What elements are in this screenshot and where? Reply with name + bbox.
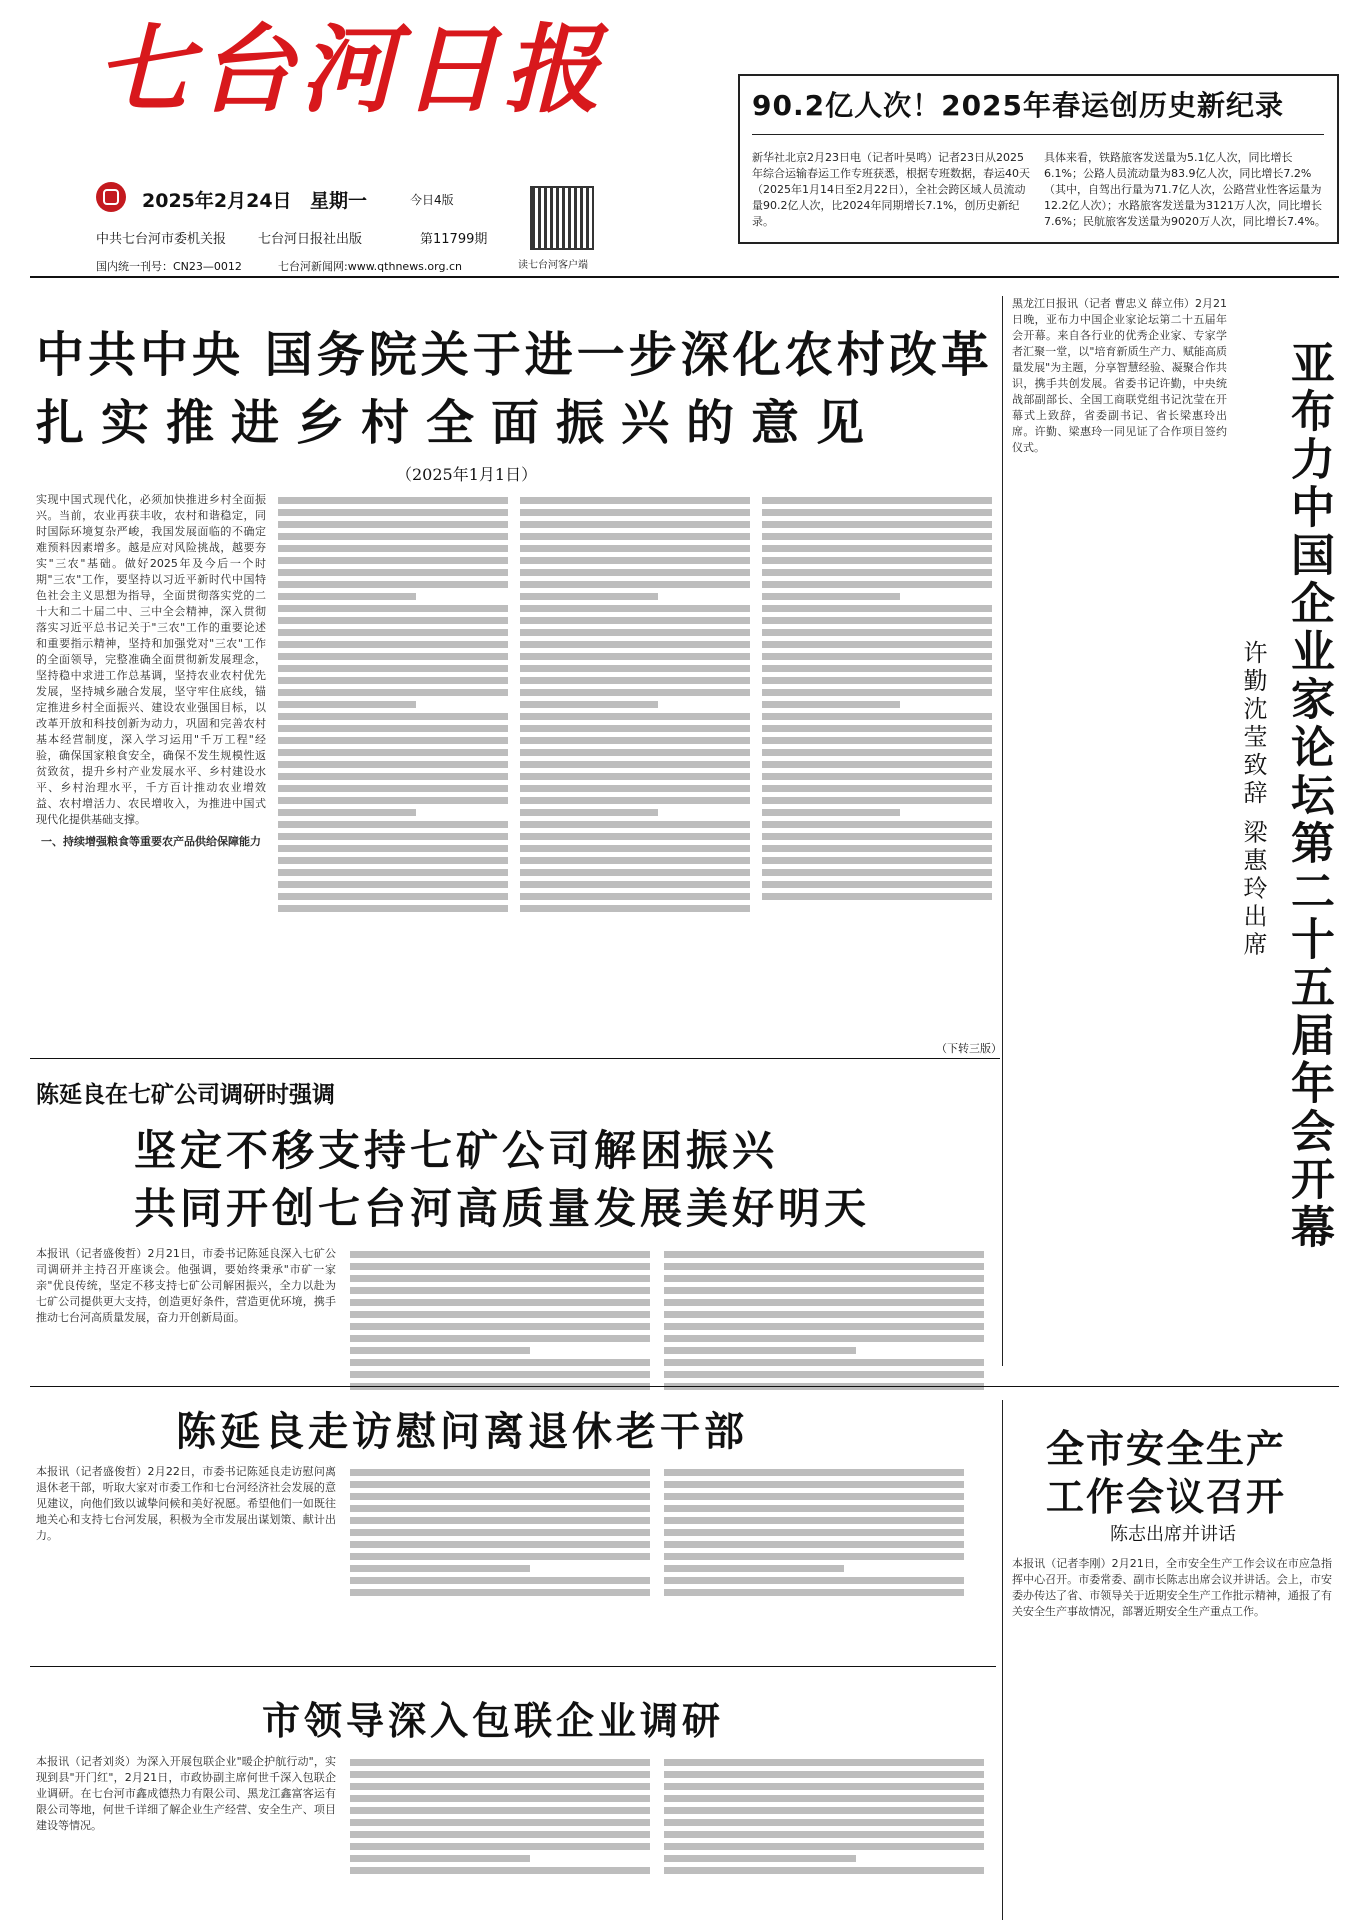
text-line-placeholder	[520, 509, 750, 516]
cn-number: 国内统一刊号：CN23—0012	[96, 260, 242, 273]
lead-article-text: 实现中国式现代化，必须加快推进乡村全面振兴。当前，农业再获丰收，农村和谐稳定，同时国际环境复杂严峻，我国发展面临的不确定难预料因素增多。越是应对风险挑战，越要夯实"三农"基础。做好2025年及今后一个时期"三农"工作，要坚持以习近平新时代中国特色社会主义思想为指导，全面贯彻落实党的二十大和二十届二中、三中全会精神，深入贯彻落实习近平总书记关于"三农"工作的重要论述和重要指示精神，坚持和加强党对"三农"工作的全面领导，完整准确全面贯彻新发展理念，坚持稳中求进工作总基调，坚持农业农村优先发展，坚持城乡融合发展，坚守牢住底线，锚定推进乡村全面振兴、建设农业强国目标，以改革开放和科技创新为动力，巩固和完善农村基本经营制度，深入学习运用"千万工程"经验，确保国家粮食安全，确保不发生规模性返贫致贫，提升乡村产业发展水平、乡村建设水平、乡村治理水平，千方百计推动农业增效益、农村增活力、农民增收入，为推进中国式现代化提供基础支撑。	[36, 493, 266, 826]
text-line-placeholder	[520, 737, 750, 744]
text-line-placeholder	[278, 881, 508, 888]
text-line-placeholder	[664, 1371, 984, 1378]
text-line-placeholder	[520, 689, 750, 696]
text-line-placeholder	[664, 1505, 964, 1512]
text-line-placeholder	[664, 1275, 984, 1282]
text-line-placeholder	[520, 881, 750, 888]
text-line-placeholder	[278, 641, 508, 648]
text-line-placeholder	[664, 1263, 984, 1270]
text-line-placeholder	[278, 629, 508, 636]
text-line-placeholder	[278, 557, 508, 564]
article3-col3	[664, 1464, 964, 1654]
text-line-placeholder	[664, 1251, 984, 1258]
text-line-placeholder	[762, 557, 992, 564]
text-line-placeholder	[278, 677, 508, 684]
text-line-placeholder	[664, 1299, 984, 1306]
lead-headline-line1: 中共中央 国务院关于进一步深化农村改革	[36, 327, 993, 383]
text-line-placeholder	[762, 569, 992, 576]
newspaper-logo-icon	[96, 182, 126, 212]
text-line-placeholder	[762, 533, 992, 540]
text-line-placeholder	[520, 653, 750, 660]
text-line-placeholder	[278, 605, 508, 612]
text-line-placeholder	[762, 605, 992, 612]
text-line-placeholder	[664, 1589, 964, 1596]
text-line-placeholder	[278, 809, 416, 816]
text-line-placeholder	[762, 845, 992, 852]
text-line-placeholder	[762, 713, 992, 720]
lead-article-col4	[762, 492, 992, 1037]
text-line-placeholder	[350, 1771, 650, 1778]
article5-headline: 市领导深入包联企业调研	[262, 1699, 725, 1743]
text-line-placeholder	[520, 893, 750, 900]
text-line-placeholder	[520, 713, 750, 720]
text-line-placeholder	[350, 1311, 650, 1318]
text-line-placeholder	[762, 521, 992, 528]
text-line-placeholder	[664, 1323, 984, 1330]
text-line-placeholder	[762, 701, 900, 708]
text-line-placeholder	[762, 509, 992, 516]
text-line-placeholder	[664, 1469, 964, 1476]
text-line-placeholder	[664, 1481, 964, 1488]
text-line-placeholder	[664, 1529, 964, 1536]
text-line-placeholder	[664, 1759, 984, 1766]
text-line-placeholder	[664, 1783, 984, 1790]
text-line-placeholder	[350, 1577, 650, 1584]
text-line-placeholder	[762, 809, 900, 816]
text-line-placeholder	[350, 1795, 650, 1802]
text-line-placeholder	[350, 1759, 650, 1766]
text-line-placeholder	[278, 749, 508, 756]
text-line-placeholder	[762, 833, 992, 840]
text-line-placeholder	[762, 869, 992, 876]
text-line-placeholder	[664, 1577, 964, 1584]
text-line-placeholder	[350, 1371, 650, 1378]
text-line-placeholder	[520, 785, 750, 792]
issue-date: 2025年2月24日	[142, 190, 292, 212]
lead-article-col2	[278, 492, 508, 1052]
text-line-placeholder	[520, 701, 658, 708]
text-line-placeholder	[762, 773, 992, 780]
continued-note: （下转三版）	[936, 1042, 1002, 1055]
text-line-placeholder	[278, 713, 508, 720]
text-line-placeholder	[520, 605, 750, 612]
article4-headline-line1: 全市安全生产	[1046, 1427, 1287, 1471]
text-line-placeholder	[664, 1807, 984, 1814]
text-line-placeholder	[520, 773, 750, 780]
text-line-placeholder	[520, 581, 750, 588]
text-line-placeholder	[350, 1505, 650, 1512]
text-line-placeholder	[278, 797, 508, 804]
text-line-placeholder	[664, 1795, 984, 1802]
text-line-placeholder	[664, 1771, 984, 1778]
article2-headline-line1: 坚定不移支持七矿公司解困振兴	[134, 1126, 779, 1175]
newspaper-masthead: 七台河日报	[96, 13, 606, 126]
text-line-placeholder	[762, 497, 992, 504]
text-line-placeholder	[520, 617, 750, 624]
text-line-placeholder	[278, 701, 416, 708]
divider	[752, 134, 1324, 135]
qr-code-icon[interactable]	[530, 186, 594, 250]
text-line-placeholder	[350, 1359, 650, 1366]
text-line-placeholder	[278, 761, 508, 768]
right-feature-text	[1012, 296, 1227, 1376]
article2-kicker: 陈延良在七矿公司调研时强调	[36, 1082, 335, 1108]
text-line-placeholder	[762, 581, 992, 588]
text-line-placeholder	[520, 665, 750, 672]
text-line-placeholder	[278, 845, 508, 852]
text-line-placeholder	[278, 569, 508, 576]
qr-caption: 读七台河客户端	[518, 260, 588, 271]
text-line-placeholder	[664, 1359, 984, 1366]
text-line-placeholder	[278, 593, 416, 600]
article4-headline-line2: 工作会议召开	[1046, 1475, 1287, 1519]
text-line-placeholder	[520, 857, 750, 864]
text-line-placeholder	[278, 833, 508, 840]
text-line-placeholder	[350, 1807, 650, 1814]
top-story-col1: 新华社北京2月23日电（记者叶昊鸣）记者23日从2025年综合运输春运工作专班获悉，根据专班数据，春运40天（2025年1月14日至2月22日），全社会跨区域人员流动量90.2亿人次，比2024年同期增长7.1%，创历史新纪录。	[752, 151, 1030, 228]
issue-weekday: 星期一	[310, 190, 368, 212]
text-line-placeholder	[520, 845, 750, 852]
text-line-placeholder	[350, 1299, 650, 1306]
top-story-col2: 具体来看，铁路旅客发送量为5.1亿人次，同比增长6.1%；公路人员流动量为83.9亿人次，同比增长7.2%（其中，自驾出行量为71.7亿人次，公路营业性客运量为12.2亿人次）；水路旅客发送量为3121万人次，同比增长7.6%；民航旅客发送量为9020万人次，同比增长7.4%。	[1044, 151, 1326, 228]
text-line-placeholder	[762, 749, 992, 756]
text-line-placeholder	[762, 881, 992, 888]
text-line-placeholder	[664, 1287, 984, 1294]
text-line-placeholder	[520, 725, 750, 732]
text-line-placeholder	[520, 641, 750, 648]
article3-col1: 本报讯（记者盛俊哲）2月22日，市委书记陈延良走访慰问离退休老干部，听取大家对市委工作和七台河经济社会发展的意见建议，向他们致以诚挚问候和美好祝愿。希望他们一如既往地关心和支持七台河发展，积极为全市发展出谋划策、献计出力。	[36, 1465, 336, 1542]
text-line-placeholder	[350, 1263, 650, 1270]
text-line-placeholder	[520, 569, 750, 576]
text-line-placeholder	[520, 797, 750, 804]
text-line-placeholder	[520, 545, 750, 552]
text-line-placeholder	[762, 593, 900, 600]
article2-headline-line2: 共同开创七台河高质量发展美好明天	[134, 1184, 871, 1233]
text-line-placeholder	[278, 521, 508, 528]
text-line-placeholder	[762, 893, 992, 900]
publisher-right: 七台河日报社出版	[258, 232, 363, 247]
website[interactable]: 七台河新闻网:www.qthnews.org.cn	[278, 260, 462, 273]
text-line-placeholder	[278, 725, 508, 732]
text-line-placeholder	[664, 1565, 844, 1572]
publisher-left: 中共七台河市委机关报	[96, 232, 227, 247]
text-line-placeholder	[520, 521, 750, 528]
text-line-placeholder	[350, 1855, 530, 1862]
text-line-placeholder	[350, 1529, 650, 1536]
text-line-placeholder	[762, 689, 992, 696]
text-line-placeholder	[278, 653, 508, 660]
right-feature-byline: 许勤沈莹致辞 梁惠玲出席	[1239, 640, 1267, 960]
column-divider	[1002, 1400, 1003, 1920]
right-feature-vertical-title: 亚布力中国企业家论坛第二十五届年会开幕	[1283, 340, 1334, 1252]
text-line-placeholder	[350, 1541, 650, 1548]
text-line-placeholder	[278, 617, 508, 624]
text-line-placeholder	[278, 893, 508, 900]
text-line-placeholder	[762, 545, 992, 552]
text-line-placeholder	[350, 1251, 650, 1258]
text-line-placeholder	[278, 773, 508, 780]
text-line-placeholder	[278, 869, 508, 876]
top-story-title: 90.2亿人次！2025年春运创历史新纪录	[752, 89, 1285, 122]
text-line-placeholder	[762, 677, 992, 684]
text-line-placeholder	[350, 1517, 650, 1524]
text-line-placeholder	[350, 1553, 650, 1560]
text-line-placeholder	[664, 1311, 984, 1318]
text-line-placeholder	[350, 1287, 650, 1294]
text-line-placeholder	[278, 509, 508, 516]
text-line-placeholder	[762, 785, 992, 792]
masthead-rule	[30, 276, 1339, 278]
section-rule	[30, 1666, 996, 1667]
lead-headline-line2: 扎实推进乡村全面振兴的意见	[36, 395, 882, 451]
text-line-placeholder	[664, 1493, 964, 1500]
text-line-placeholder	[520, 593, 658, 600]
text-line-placeholder	[762, 629, 992, 636]
article3-col2	[350, 1464, 650, 1654]
text-line-placeholder	[278, 785, 508, 792]
text-line-placeholder	[762, 641, 992, 648]
issue-number: 第11799期	[420, 232, 488, 247]
text-line-placeholder	[350, 1335, 650, 1342]
text-line-placeholder	[350, 1867, 650, 1874]
text-line-placeholder	[664, 1867, 984, 1874]
text-line-placeholder	[278, 737, 508, 744]
text-line-placeholder	[350, 1347, 530, 1354]
text-line-placeholder	[664, 1843, 984, 1850]
text-line-placeholder	[350, 1493, 650, 1500]
text-line-placeholder	[664, 1517, 964, 1524]
text-line-placeholder	[520, 629, 750, 636]
text-line-placeholder	[664, 1855, 856, 1862]
text-line-placeholder	[520, 749, 750, 756]
lead-section-heading: 一、持续增强粮食等重要农产品供给保障能力	[41, 835, 261, 848]
text-line-placeholder	[520, 497, 750, 504]
lead-article-col1	[36, 492, 266, 1052]
article4-subheadline: 陈志出席并讲话	[1110, 1524, 1236, 1545]
right-feature-lead: 黑龙江日报讯（记者 曹忠义 薛立伟）2月21日晚，亚布力中国企业家论坛第二十五届年会开幕。来自各行业的优秀企业家、专家学者汇聚一堂，以"培育新质生产力、赋能高质量发展"为主题，分享智慧经验、凝聚合作共识，携手共创发展。省委书记许勤，中央统战部副部长、全国工商联党组书记沈莹在开幕式上致辞，省委副书记、省长梁惠玲出席。许勤、梁惠玲一同见证了合作项目签约仪式。	[1012, 297, 1227, 454]
text-line-placeholder	[664, 1819, 984, 1826]
text-line-placeholder	[520, 869, 750, 876]
text-line-placeholder	[520, 557, 750, 564]
text-line-placeholder	[350, 1589, 650, 1596]
text-line-placeholder	[520, 809, 658, 816]
text-line-placeholder	[520, 761, 750, 768]
text-line-placeholder	[278, 821, 508, 828]
article5-col3	[664, 1754, 984, 1914]
text-line-placeholder	[520, 821, 750, 828]
section-rule	[30, 1058, 1000, 1059]
column-divider	[1002, 296, 1003, 1366]
text-line-placeholder	[350, 1323, 650, 1330]
text-line-placeholder	[278, 545, 508, 552]
text-line-placeholder	[762, 761, 992, 768]
text-line-placeholder	[278, 533, 508, 540]
text-line-placeholder	[278, 857, 508, 864]
text-line-placeholder	[762, 737, 992, 744]
page-count: 今日4版	[410, 193, 454, 207]
text-line-placeholder	[520, 677, 750, 684]
text-line-placeholder	[664, 1541, 964, 1548]
text-line-placeholder	[350, 1783, 650, 1790]
article5-col2	[350, 1754, 650, 1914]
text-line-placeholder	[762, 665, 992, 672]
text-line-placeholder	[350, 1275, 650, 1282]
text-line-placeholder	[350, 1481, 650, 1488]
text-line-placeholder	[520, 833, 750, 840]
text-line-placeholder	[762, 725, 992, 732]
text-line-placeholder	[664, 1347, 856, 1354]
text-line-placeholder	[520, 533, 750, 540]
text-line-placeholder	[664, 1831, 984, 1838]
text-line-placeholder	[520, 905, 750, 912]
lead-article-col3	[520, 492, 750, 1052]
text-line-placeholder	[278, 905, 508, 912]
section-rule	[30, 1386, 1339, 1387]
text-line-placeholder	[350, 1819, 650, 1826]
text-line-placeholder	[278, 497, 508, 504]
text-line-placeholder	[762, 653, 992, 660]
text-line-placeholder	[664, 1553, 964, 1560]
text-line-placeholder	[278, 689, 508, 696]
text-line-placeholder	[762, 797, 992, 804]
article5-col1: 本报讯（记者刘炎）为深入开展包联企业"暖企护航行动"，实现到县"开门红"，2月21日，市政协副主席何世千深入包联企业调研。在七台河市鑫成德热力有限公司、黑龙江鑫富客运有限公司等地，何世千详细了解企业生产经营、安全生产、项目建设等情况。	[36, 1755, 336, 1832]
text-line-placeholder	[350, 1831, 650, 1838]
text-line-placeholder	[350, 1843, 650, 1850]
text-line-placeholder	[350, 1565, 530, 1572]
text-line-placeholder	[664, 1335, 984, 1342]
text-line-placeholder	[762, 617, 992, 624]
lead-date-line: （2025年1月1日）	[396, 465, 538, 484]
article4-text: 本报讯（记者李刚）2月21日，全市安全生产工作会议在市应急指挥中心召开。市委常委、副市长陈志出席会议并讲话。会上，市安委办传达了省、市领导关于近期安全生产工作批示精神，通报了有关安全生产事故情况，部署近期安全生产重点工作。	[1012, 1557, 1332, 1618]
text-line-placeholder	[762, 857, 992, 864]
text-line-placeholder	[278, 665, 508, 672]
text-line-placeholder	[350, 1469, 650, 1476]
text-line-placeholder	[762, 821, 992, 828]
article2-col1: 本报讯（记者盛俊哲）2月21日，市委书记陈延良深入七矿公司调研并主持召开座谈会。他强调，要始终秉承"市矿一家亲"优良传统，坚定不移支持七矿公司解困振兴，全力以赴为七矿公司提供更大支持，创造更好条件，营造更优环境，携手推动七台河高质量发展，奋力开创新局面。	[36, 1247, 336, 1324]
text-line-placeholder	[278, 581, 508, 588]
article3-headline: 陈延良走访慰问离退休老干部	[176, 1409, 748, 1455]
